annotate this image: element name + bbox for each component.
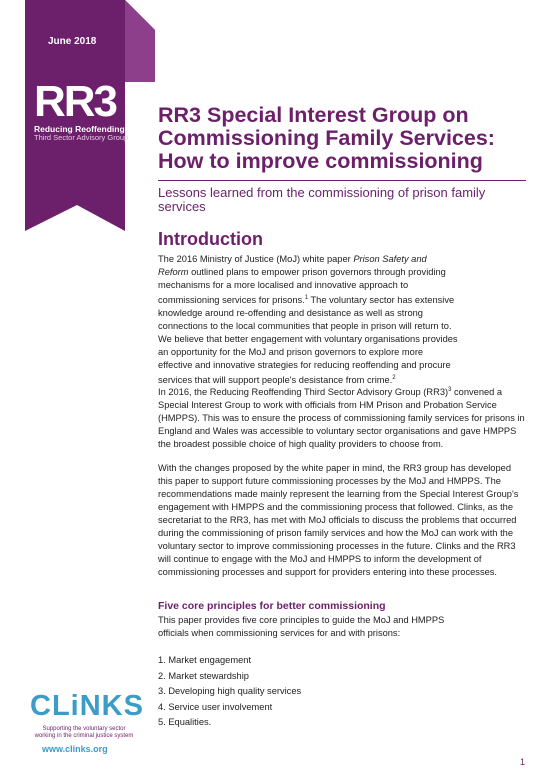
clinks-website-link[interactable]: www.clinks.org — [42, 744, 108, 754]
document-title: RR3 Special Interest Group on Commissioning Family Services: How to improve commissioning — [158, 103, 495, 173]
text-span: outlined plans to empower prison governors through providing mechanisms for a more localised and innovative approach to commissioning services for prisons. — [158, 267, 446, 306]
principles-list — [158, 655, 301, 733]
rr3-logo-line2: Third Sector Advisory Group — [34, 133, 129, 142]
rr3-logo: RR3 — [34, 77, 117, 126]
rr3-logo-line1: Reducing Reoffending — [34, 124, 125, 134]
clinks-logo: CLiNKS — [30, 690, 144, 722]
publication-date: June 2018 — [48, 36, 97, 47]
text-span: convened a Special Interest Group to work with officials from HM Prison and Probation Service (HMPPS). This was to ensure the process of commissioning family services for prisons in England and Wales was accessible to voluntary sector organisations and gave HMPPS the broadest possible choice of high quality providers to choose from. — [158, 387, 525, 450]
list-item: 3. Developing high quality services — [158, 686, 302, 696]
white-paper-title: Prison Safety and Reform — [158, 254, 427, 277]
list-item: 1. Market engagement — [158, 655, 252, 665]
introduction-paragraph-3: With the changes proposed by the white paper in mind, the RR3 group has developed this paper to support future commissioning processes by the MoJ and HMPPS. The recommendations made mainly represent the learning from the Special Interest Group's engagement with HMPPS and the commissioning process that followed. Clinks, as the secretariat to the RR3, has met with MoJ officials to discuss the problems that occurred during the commissioning of prison family services and how the MoJ can work with the voluntary sector to improve commissioning processes in the future. Clinks and the RR3 will continue to engage with the MoJ and HMPPS to inform the development of commissioning processes and support for providers entering into these processes. — [158, 463, 519, 577]
text-span: The voluntary sector has extensive knowledge around re-offending and desistance as well as strong connections to the local communities that people in prison will return to. We believe that better engagement with voluntary organisations provides an opportunity for the MoJ and prison governors to explore more effective and innovative strategies for reducing reoffending and procure services that will support people's desistance from crime. — [158, 295, 458, 386]
footnote-ref: 3 — [448, 387, 452, 393]
principles-intro: This paper provides five core principles to guide the MoJ and HMPPS officials when commissioning services for and with prisons: — [158, 615, 445, 638]
list-item: 4. Service user involvement — [158, 701, 273, 712]
principles-heading: Five core principles for better commissioning — [158, 600, 386, 612]
document-subtitle: Lessons learned from the commissioning of prison family services — [158, 185, 486, 214]
title-rule — [158, 180, 526, 181]
clinks-tagline: Supporting the voluntary sector working in the criminal justice system — [34, 726, 134, 739]
footnote-ref: 2 — [392, 375, 396, 382]
text-span: In 2016, the Reducing Reoffending Third Sector Advisory Group (RR3) — [158, 387, 449, 398]
list-item: 5. Equalities. — [158, 717, 212, 727]
page-number: 1 — [520, 757, 526, 767]
introduction-heading: Introduction — [158, 229, 263, 249]
list-item: 2. Market stewardship — [158, 670, 249, 681]
text-span: The 2016 Ministry of Justice (MoJ) white paper — [158, 254, 354, 264]
introduction-paragraph-1 — [158, 253, 458, 387]
introduction-paragraph-2 — [158, 384, 526, 451]
footnote-ref: 1 — [304, 295, 309, 301]
